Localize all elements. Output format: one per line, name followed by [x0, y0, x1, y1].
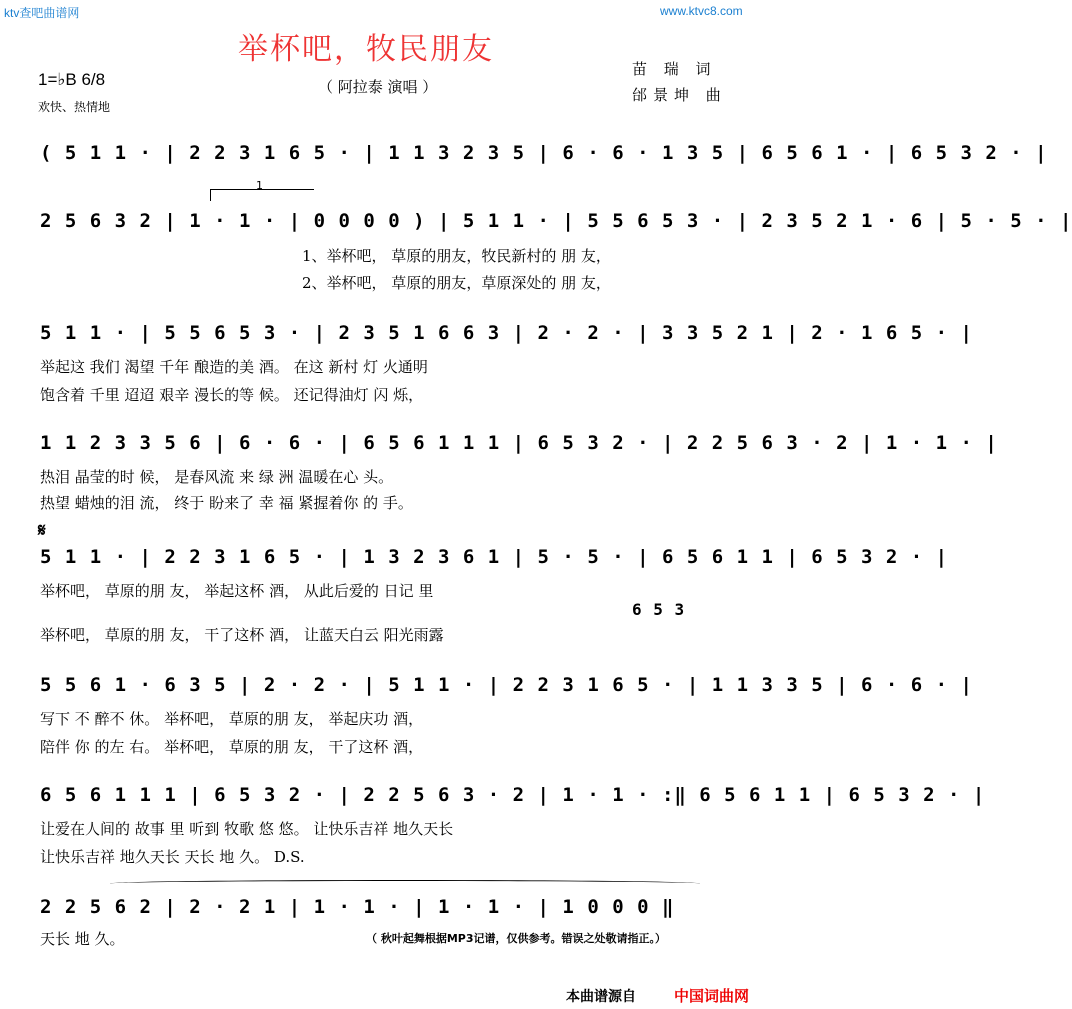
watermark-left: ktv查吧曲谱网 — [4, 6, 80, 20]
volta-number: 1 — [256, 179, 263, 192]
score-row-4-notes: 1 1 2 3 3 5 6 | 6 · 6 · | 6 5 6 1 1 1 | 6 5 3 2 · | 2 2 5 6 3 · 2 | 1 · 1 · | — [40, 432, 998, 454]
segno-sign: 𝄋 — [38, 520, 46, 541]
score-row-2-lyric-2: 2、举杯吧， 草原的朋友，草原深处的 朋 友， — [302, 274, 611, 292]
singer-label: （ 阿拉泰 演唱 ） — [318, 78, 438, 96]
score-row-6-lyric-2: 陪伴 你 的左 右。 举杯吧， 草原的朋 友， 干了这杯 酒， — [40, 738, 424, 756]
key-signature: 1=♭B 6/8 — [38, 70, 106, 89]
footer-site[interactable]: 中国词曲网 — [674, 987, 750, 1005]
score-row-6-notes: 5 5 6 1 · 6 3 5 | 2 · 2 · | 5 1 1 · | 2 2 3 1 6 5 · | 1 1 3 3 5 | 6 · 6 · | — [40, 674, 973, 696]
score-row-3-lyric-2: 饱含着 千里 迢迢 艰辛 漫长的等 候。 还记得油灯 闪 烁， — [40, 386, 424, 404]
score-row-3-lyric-1: 举起这 我们 渴望 千年 酿造的美 酒。 在这 新村 灯 火通明 — [40, 358, 428, 376]
transcription-note: （ 秋叶起舞根据MP3记谱，仅供参考。错误之处敬请指正。） — [366, 932, 666, 945]
tie-arc — [110, 880, 700, 887]
score-row-7-lyric-2: 让快乐吉祥 地久天长 天长 地 久。 D.S. — [40, 848, 305, 866]
score-row-8-notes: 2 2 5 6 2 | 2 · 2 1 | 1 · 1 · | 1 · 1 · | 1 0 0 0 ‖ — [40, 896, 675, 918]
volta-bracket-edge — [210, 189, 211, 201]
watermark-right: www.ktvc8.com — [660, 4, 743, 18]
composer-credit: 邰景坤 曲 — [632, 86, 727, 104]
tempo-marking: 欢快、热情地 — [38, 100, 111, 114]
score-row-3-notes: 5 1 1 · | 5 5 6 5 3 · | 2 3 5 1 6 6 3 | 2 · 2 · | 3 3 5 2 1 | 2 · 1 6 5 · | — [40, 322, 973, 344]
footer-source: 本曲谱源自 — [566, 989, 636, 1005]
score-row-2-lyric-1: 1、举杯吧， 草原的朋友，牧民新村的 朋 友， — [302, 247, 611, 265]
score-row-7-notes: 6 5 6 1 1 1 | 6 5 3 2 · | 2 2 5 6 3 · 2 | 1 · 1 · :‖ 6 5 6 1 1 | 6 5 3 2 · | — [40, 784, 986, 806]
score-row-1-notes: ( 5 1 1 · | 2 2 3 1 6 5 · | 1 1 3 2 3 5 | 6 · 6 · 1 3 5 | 6 5 6 1 · | 6 5 3 2 · | — [40, 142, 1048, 164]
score-row-4-lyric-2: 热望 蜡烛的泪 流， 终于 盼来了 幸 福 紧握着你 的 手。 — [40, 494, 413, 512]
score-row-7-lyric-1: 让爱在人间的 故事 里 听到 牧歌 悠 悠。 让快乐吉祥 地久天长 — [40, 820, 454, 838]
score-row-8-lyric-1: 天长 地 久。 — [40, 930, 125, 948]
score-row-5-lyric-1: 举杯吧， 草原的朋 友， 举起这杯 酒， 从此后爱的 日记 里 — [40, 582, 434, 600]
score-row-5-alt-notes: 6 5 3 — [632, 600, 686, 619]
score-row-4-lyric-1: 热泪 晶莹的时 候， 是春风流 来 绿 洲 温暖在心 头。 — [40, 468, 394, 486]
page-title: 举杯吧，牧民朋友 — [238, 32, 494, 67]
score-row-5-notes: 5 1 1 · | 2 2 3 1 6 5 · | 1 3 2 3 6 1 | 5 · 5 · | 6 5 6 1 1 | 6 5 3 2 · | — [40, 546, 949, 568]
score-row-5-lyric-2: 举杯吧， 草原的朋 友， 干了这杯 酒， 让蓝天白云 阳光雨露 — [40, 626, 444, 644]
score-row-2-notes: 2 5 6 3 2 | 1 · 1 · | 0 0 0 0 ) | 5 1 1 · | 5 5 6 5 3 · | 2 3 5 2 1 · 6 | 5 · 5 · | — [40, 210, 1072, 232]
lyricist-credit: 苗 瑞 词 — [632, 60, 717, 78]
score-row-6-lyric-1: 写下 不 醉不 休。 举杯吧， 草原的朋 友， 举起庆功 酒， — [40, 710, 424, 728]
